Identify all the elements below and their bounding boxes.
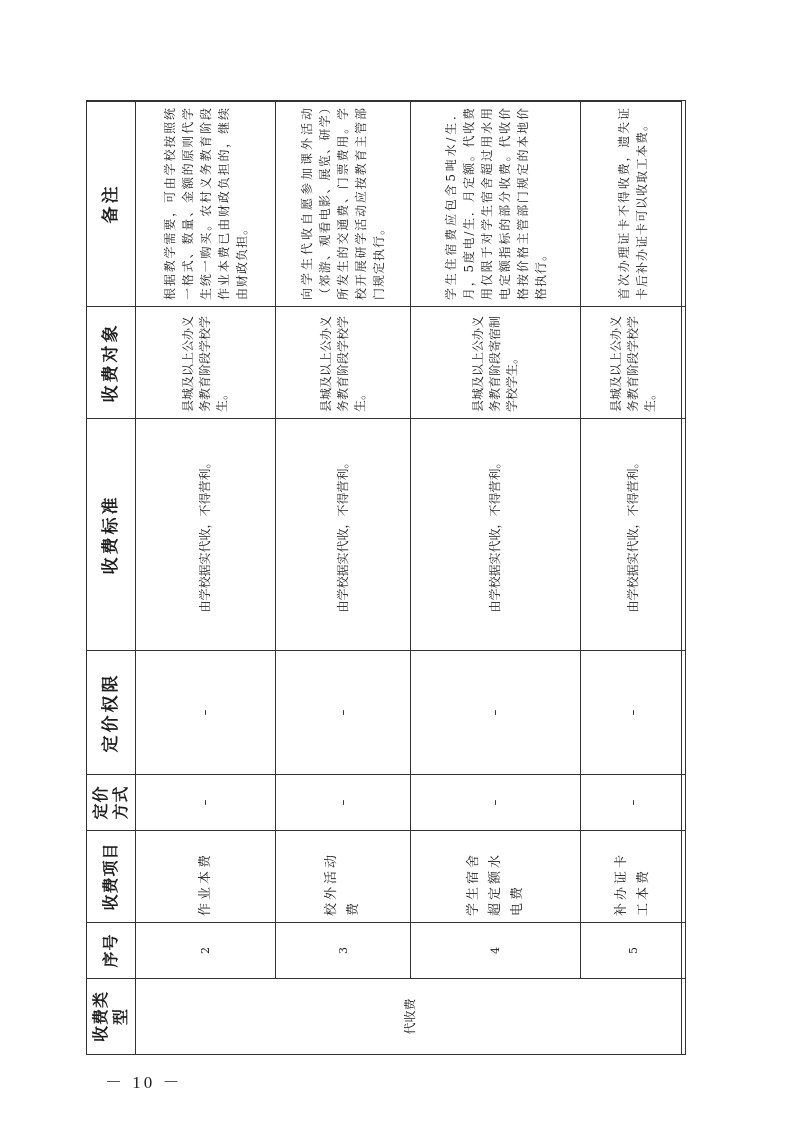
target-cell: 县城及以上公办义务教育阶段学校学生。: [581, 307, 686, 419]
table-row: [136, 101, 276, 1055]
pricing-authority-cell: –: [581, 651, 686, 775]
standard-cell: 由学校据实代收，不得营利。: [276, 419, 411, 651]
standard-cell: 由学校据实代收，不得营利。: [136, 419, 276, 651]
category-cell: 代收费: [136, 979, 686, 1055]
target-cell: 县城及以上公办义务教育阶段学校学生。: [276, 307, 411, 419]
table-row: [276, 101, 411, 1055]
header-item: 收费项目: [87, 831, 136, 923]
seq-cell: 4: [411, 923, 581, 979]
item-cell: 作业本费: [136, 831, 276, 923]
table-row: [581, 101, 686, 1055]
header-pricing-authority: 定价权限: [87, 651, 136, 775]
remark-cell: 学生住宿费应包含5吨水/生．月，5度电/生．月定额。代收费用仅限于对学生宿舍超过用水用电定额指标的部分收费。代收价格按价格主管部门规定的本地价格执行。: [411, 101, 581, 307]
pricing-method-cell: –: [411, 775, 581, 831]
table-row: [411, 101, 581, 1055]
pricing-method-cell: –: [581, 775, 686, 831]
pricing-method-cell: –: [276, 775, 411, 831]
remark-cell: 向学生代收自愿参加课外活动（郊游、观看电影、展览、研学）所发生的交通费、门票费用。学校开展研学活动应按教育主管部门规定执行。: [276, 101, 411, 307]
header-category: 收费类型: [87, 979, 136, 1055]
header-standard: 收费标准: [87, 419, 136, 651]
remark-cell: 首次办理证卡不得收费，遗失证卡后补办证卡可以收取工本费。: [581, 101, 686, 307]
seq-cell: 5: [581, 923, 686, 979]
pricing-method-cell: –: [136, 775, 276, 831]
header-seq: 序号: [87, 923, 136, 979]
header-remark: 备注: [87, 101, 136, 307]
rotated-table-container: [86, 101, 682, 1055]
pricing-authority-cell: –: [411, 651, 581, 775]
seq-cell: 2: [136, 923, 276, 979]
seq-cell: 3: [276, 923, 411, 979]
pricing-authority-cell: –: [136, 651, 276, 775]
header-pricing-method: 定价方式: [87, 775, 136, 831]
target-cell: 县城及以上公办义务教育阶段学校学生。: [136, 307, 276, 419]
target-cell: 县城及以上公办义务教育阶段寄宿制学校学生。: [411, 307, 581, 419]
header-row: [87, 101, 136, 1055]
fee-table: [86, 100, 686, 1055]
standard-cell: 由学校据实代收，不得营利。: [581, 419, 686, 651]
standard-cell: 由学校据实代收，不得营利。: [411, 419, 581, 651]
item-cell: 校外活动费: [276, 831, 411, 923]
item-cell: 学生宿舍超定额水电费: [411, 831, 581, 923]
remark-cell: 根据教学需要，可由学校按照统一格式、数量、金额的原则代学生统一购买。农村义务教育阶段作业本费已由财政负担的，继续由财政负担。: [136, 101, 276, 307]
page-number: － 10 －: [105, 1073, 183, 1092]
pricing-authority-cell: –: [276, 651, 411, 775]
item-cell: 补办证卡工本费: [581, 831, 686, 923]
header-target: 收费对象: [87, 307, 136, 419]
